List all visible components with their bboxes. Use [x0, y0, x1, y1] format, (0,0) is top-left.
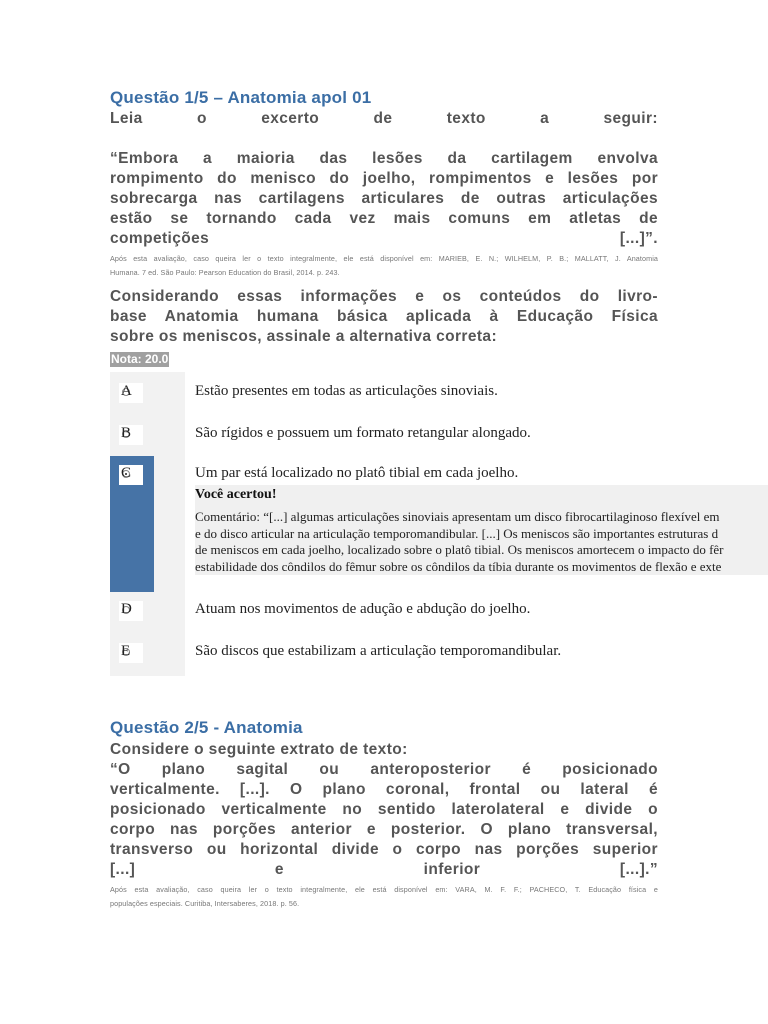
prompt-line: base Anatomia humana básica aplicada à Educação Física — [110, 308, 658, 325]
citation-line: Após esta avaliação, caso queira ler o texto integralmente, ele está disponível em: VARA, M. F. F.; PACHECO, T. Educação física e — [110, 885, 658, 894]
feedback-title: Você acertou! — [195, 487, 277, 502]
quote-line: transverso ou horizontal divide o corpo nas porções superior — [110, 841, 658, 858]
option-text: Atuam nos movimentos de adução e abdução do joelho. — [195, 601, 531, 617]
score-badge: Nota: 20.0 — [111, 352, 169, 366]
option-text: Estão presentes em todas as articulações sinoviais. — [195, 383, 498, 399]
quote-line: sobrecarga nas cartilagens articulares de outras articulações — [110, 190, 658, 207]
quote-line: rompimento do menisco do joelho, rompimentos e lesões por — [110, 170, 658, 187]
quote-line: [...] e inferior [...].” — [110, 861, 658, 878]
quote-line: verticalmente. [...]. O plano coronal, frontal ou lateral é — [110, 781, 658, 798]
option-letter: D — [121, 601, 132, 617]
quote-line: “Embora a maioria das lesões da cartilagem envolva — [110, 150, 658, 167]
prompt-line: Considerando essas informações e os conteúdos do livro- — [110, 288, 658, 305]
question-2-citation — [110, 883, 658, 911]
option-text: São rígidos e possuem um formato retangular alongado. — [195, 425, 531, 441]
quote-line: “O plano sagital ou anteroposterior é posicionado — [110, 761, 658, 778]
option-b[interactable] — [110, 414, 768, 456]
question-1-citation — [110, 252, 658, 280]
feedback-comment — [195, 509, 724, 575]
option-text: Um par está localizado no platô tibial em cada joelho. — [195, 465, 519, 481]
feedback-line: estabilidade dos côndilos do fêmur sobre os côndilos da tíbia durante os movimentos de flexão e exte — [195, 558, 722, 574]
option-letter: A — [121, 383, 132, 399]
option-text: São discos que estabilizam a articulação temporomandibular. — [195, 643, 562, 659]
feedback-line: de meniscos em cada joelho, localizado sobre o platô tibial. Os meniscos amortecem o impacto do fêr — [195, 542, 724, 557]
quote-line: competições [...]”. — [110, 230, 658, 247]
question-2-title: Questão 2/5 - Anatomia — [110, 718, 303, 737]
option-letter: E — [121, 643, 131, 659]
option-d[interactable] — [110, 592, 768, 634]
quote-line: estão se tornando cada vez mais comuns em atletas de — [110, 210, 658, 227]
question-2-quote — [110, 760, 658, 880]
quote-line: posicionado verticalmente no sentido laterolateral e divide o — [110, 801, 658, 818]
citation-line: Humana. 7 ed. São Paulo: Pearson Education do Brasil, 2014. p. 243. — [110, 268, 340, 277]
question-1-title: Questão 1/5 – Anatomia apol 01 — [110, 88, 372, 107]
question-1-intro: Leia o excerto de texto a seguir: — [110, 110, 658, 127]
question-2-intro: Considere o seguinte extrato de texto: — [110, 741, 408, 758]
option-a[interactable] — [110, 372, 768, 414]
answer-feedback — [195, 485, 768, 575]
option-e[interactable] — [110, 634, 768, 676]
feedback-line: e do disco articular na articulação temporomandibular. [...] Os meniscos são importantes estruturas d — [195, 525, 719, 541]
citation-line: Após esta avaliação, caso queira ler o texto integralmente, ele está disponível em: MARIEB, E. N.; WILHELM, P. B.; MALLATT, J. Anatomia — [110, 254, 658, 263]
quote-line: corpo nas porções anterior e posterior. O plano transversal, — [110, 821, 658, 838]
option-c[interactable] — [110, 456, 768, 592]
prompt-line: sobre os meniscos, assinale a alternativa correta: — [110, 328, 498, 345]
question-1-quote — [110, 149, 658, 249]
option-letter: B — [121, 425, 132, 441]
question-1-prompt — [110, 287, 658, 347]
feedback-line: Comentário: “[...] algumas articulações sinoviais apresentam um disco fibrocartilaginoso flexível em — [195, 509, 720, 524]
citation-line: populações especiais. Curitiba, Intersaberes, 2018. p. 56. — [110, 899, 300, 908]
option-letter: C — [121, 465, 132, 481]
